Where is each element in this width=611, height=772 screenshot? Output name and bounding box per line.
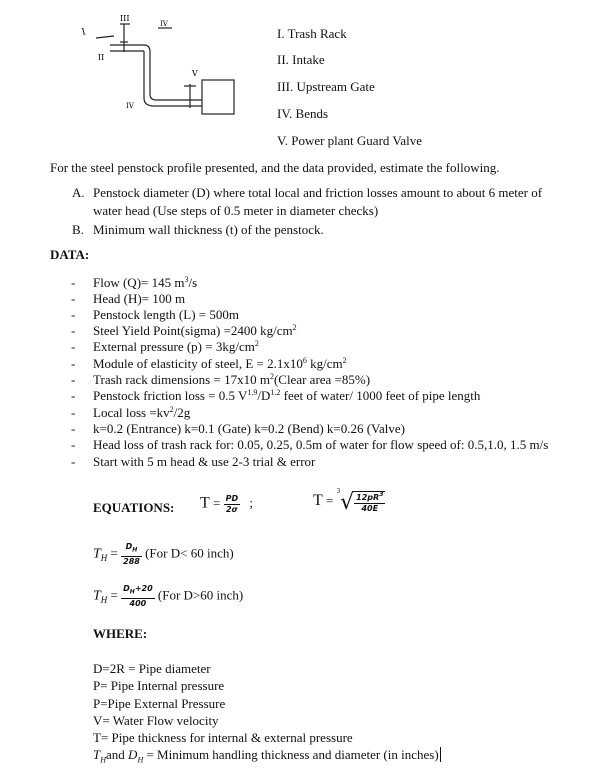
sketch-label-iii: III (120, 14, 130, 23)
task-b-line1: Minimum wall thickness (t) of the penstock. (93, 222, 324, 237)
legend-item-bends: IV. Bends (277, 106, 329, 121)
task-a-letter: A. (72, 185, 85, 200)
equations-heading: EQUATIONS: (93, 500, 175, 515)
sketch-label-iv-bottom: IV (126, 102, 134, 110)
task-a-line1: Penstock diameter (D) where total local and friction losses amount to about 6 meter of (93, 185, 543, 200)
task-b (72, 222, 324, 238)
legend-item-intake: II. Intake (277, 52, 325, 67)
data-heading: DATA: (50, 247, 90, 262)
text-cursor (440, 747, 441, 762)
task-a-line2: water head (Use steps of 0.5 meter in diameter checks) (93, 203, 379, 218)
equation-buckling-thickness: T = $^3$√ $\frac{12pR^3}{40E}$ (313, 487, 384, 515)
sketch-label-i: I (80, 27, 87, 38)
intro-text: For the steel penstock profile presented, and the data provided, estimate the following. (50, 160, 500, 175)
definition-velocity: V= Water Flow velocity (93, 713, 219, 728)
legend-item-upstream-gate: III. Upstream Gate (277, 79, 375, 94)
task-b-letter: B. (72, 222, 84, 237)
equation-handling-small: $T_H$ = $\frac{D_H}{288}$ (For D< 60 inch) (93, 542, 234, 566)
definition-thickness: T= Pipe thickness for internal & external pressure (93, 730, 353, 745)
task-a (72, 185, 543, 201)
sketch-label-v: V (192, 69, 198, 78)
definition-internal-pressure: P= Pipe Internal pressure (93, 678, 225, 693)
definition-handling: $T_Hand$ $D_H$ = Minimum handling thickness and diameter (in inches) (93, 747, 439, 765)
equation-hoop-thickness: T = $\frac{PD}{2\sigma}$ ; (200, 494, 254, 514)
definition-external-pressure: P=Pipe External Pressure (93, 696, 226, 711)
root-sign: √ (340, 490, 355, 515)
definition-diameter: D=2R = Pipe diameter (93, 661, 211, 676)
sketch-label-ii: II (98, 53, 105, 62)
sketch-label-iv-top: IV (160, 20, 168, 28)
legend-item-guard-valve: V. Power plant Guard Valve (277, 133, 423, 148)
legend-item-trash-rack: I. Trash Rack (277, 26, 347, 41)
penstock-sketch (80, 12, 250, 120)
equation-handling-large: $T_H$ = $\frac{D_H+20}{400}$ (For D>60 inch) (93, 584, 244, 608)
where-heading: WHERE: (93, 626, 148, 641)
